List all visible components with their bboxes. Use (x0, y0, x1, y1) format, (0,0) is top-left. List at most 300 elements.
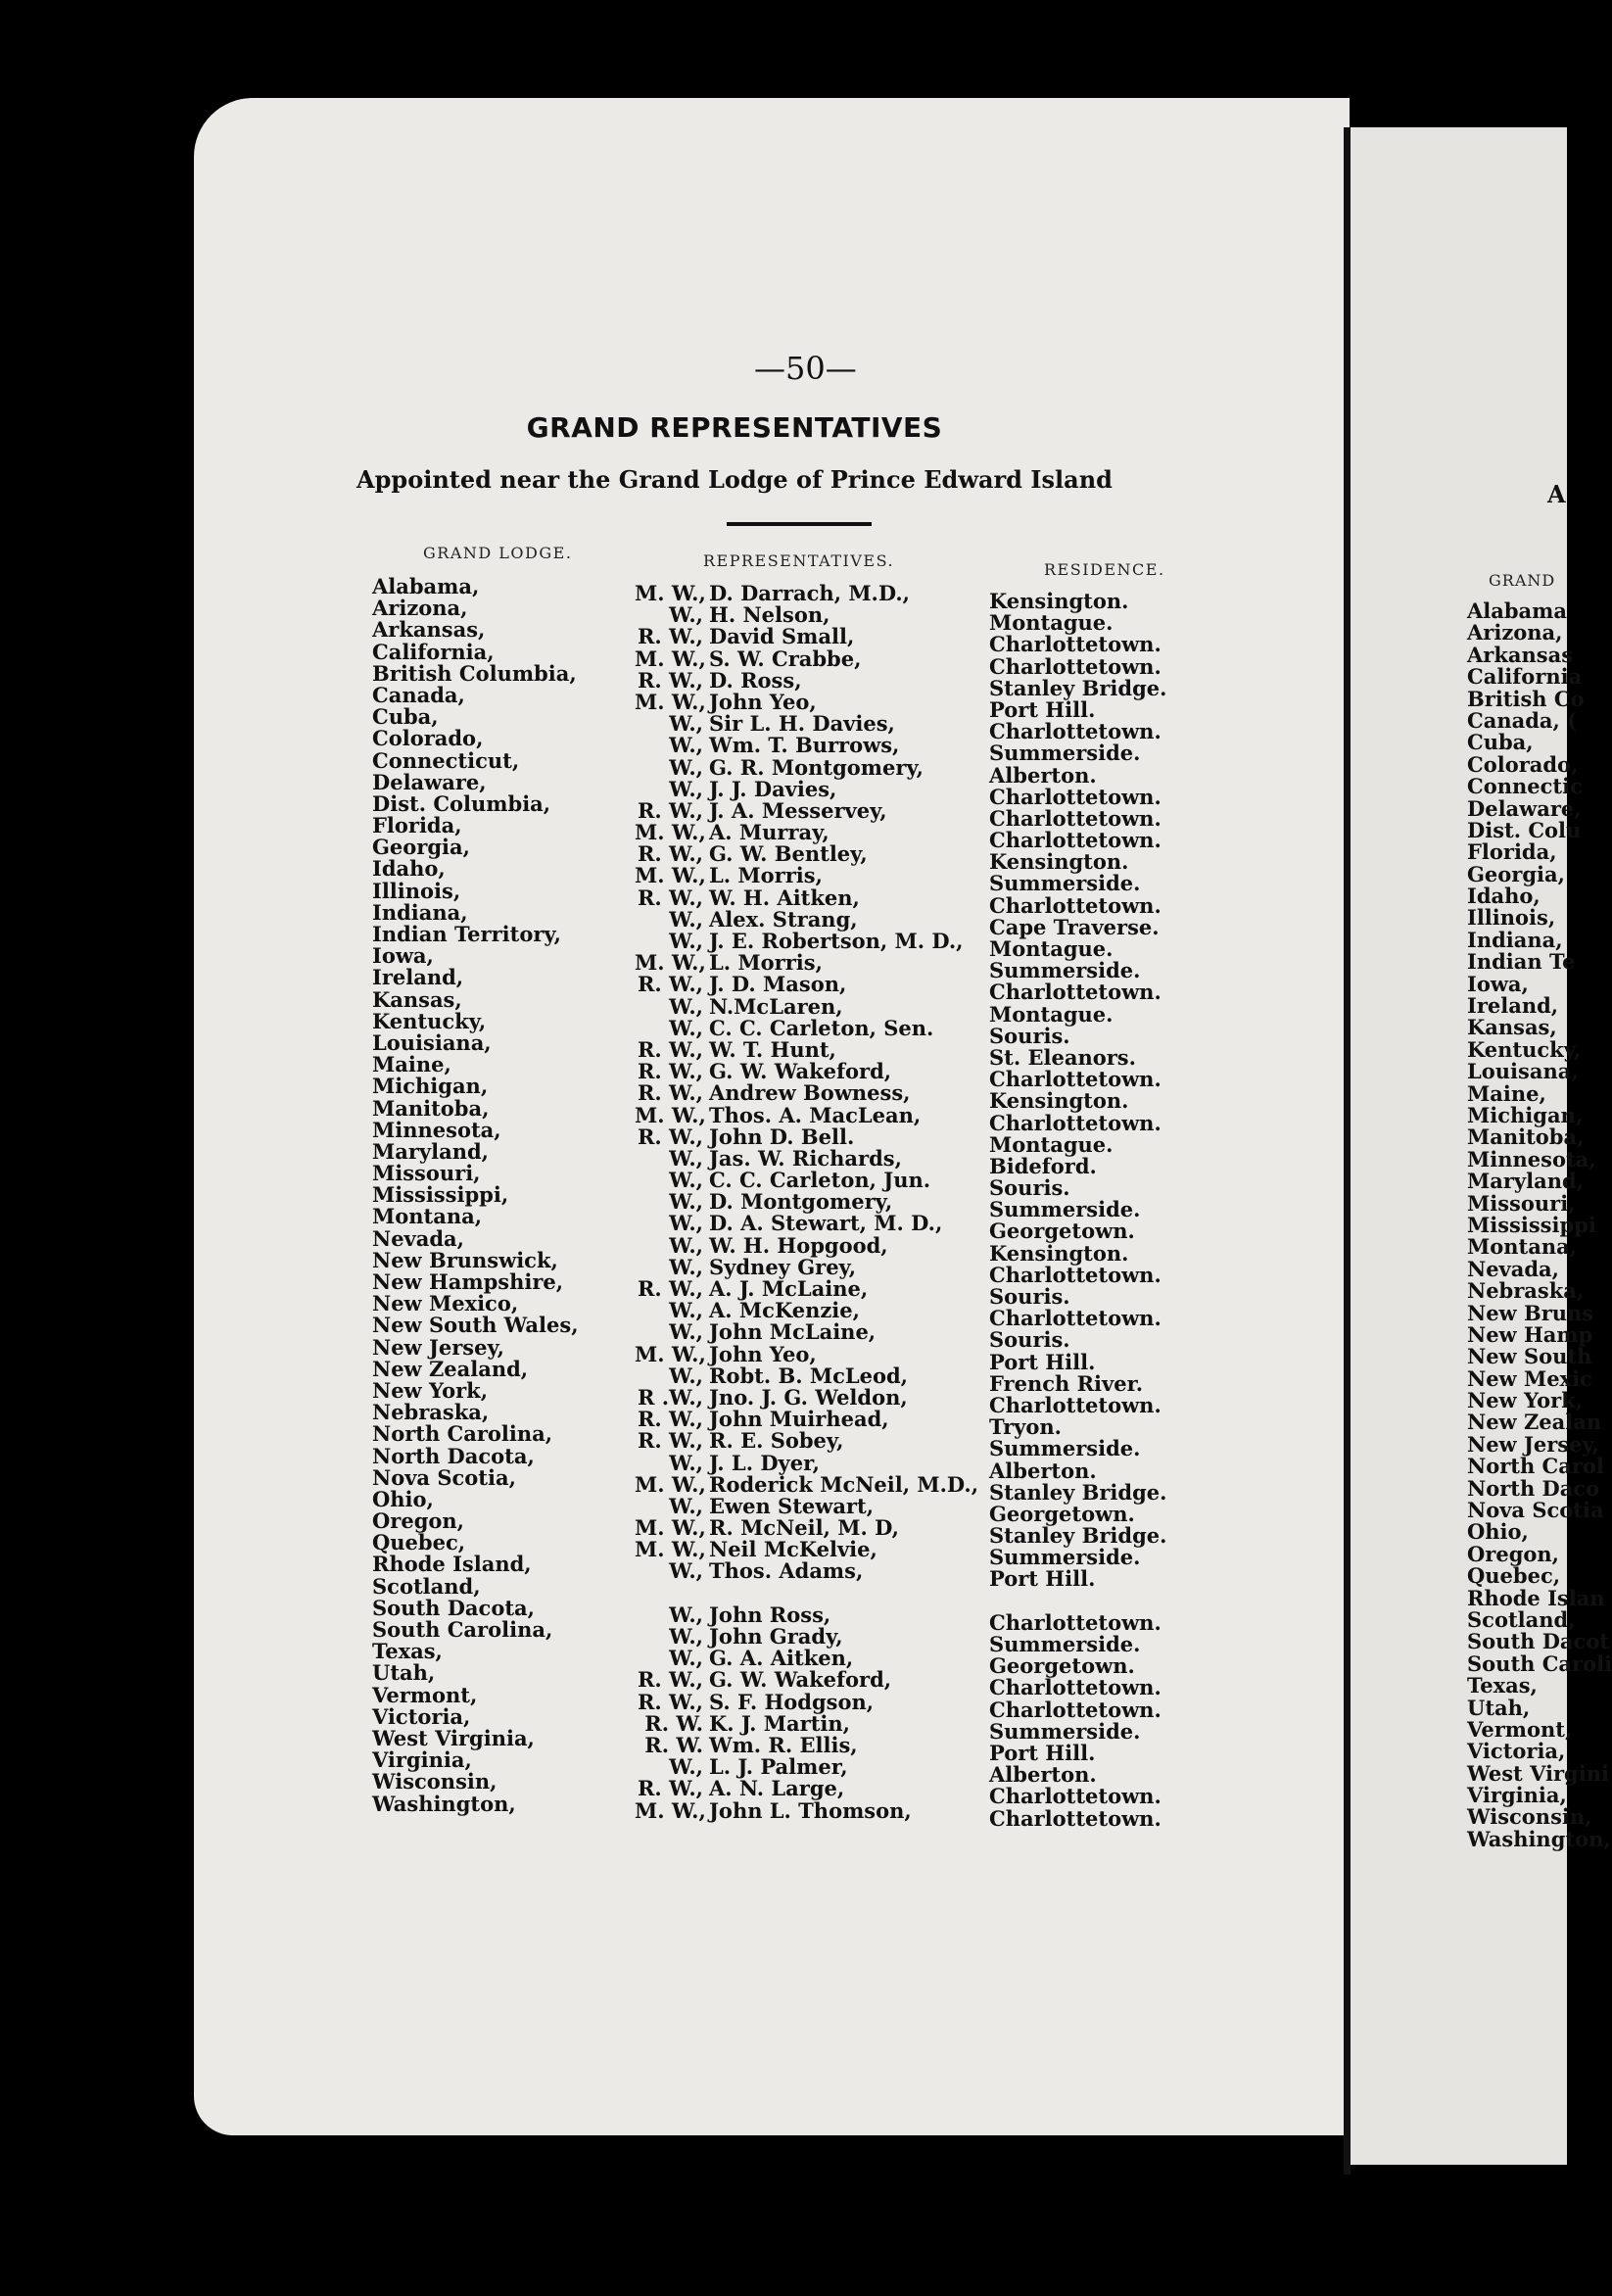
representative-item (635, 1560, 978, 1582)
right-page-lodge-item: California (1467, 664, 1583, 690)
representative-name: S. W. Crabbe, (709, 646, 862, 671)
right-page-lodge-item: New Hamp (1467, 1321, 1593, 1347)
residence-item: Souris. (989, 1175, 1070, 1201)
lodge-item: Arizona, (372, 596, 468, 621)
residence-item: Montague. (989, 610, 1114, 636)
residence-item: Charlottetown. (989, 1262, 1162, 1287)
representative-title: W., (669, 1319, 703, 1345)
representative-item (635, 735, 978, 756)
representative-item (635, 1213, 978, 1234)
representative-item (635, 1384, 978, 1410)
right-page-lodge-item: New Jersey, (1467, 1431, 1599, 1457)
right-page-lodge-item: Maryland, (1467, 1169, 1584, 1194)
representative-title: W., (669, 1189, 703, 1215)
right-page-lodge-item: Ireland, (1467, 993, 1559, 1019)
representative-item (635, 667, 978, 693)
right-page-lodge-item: Victoria, (1467, 1739, 1566, 1764)
representative-title: W., (669, 754, 703, 780)
lodge-item: Rhode Island, (372, 1552, 532, 1577)
representative-title: W., (669, 906, 703, 932)
right-page-lodge-item: Canada, ( (1467, 707, 1578, 733)
representative-title: R. W. (644, 1732, 703, 1757)
representative-item (635, 993, 978, 1019)
representative-title: R. W., (637, 1667, 703, 1693)
representative-item (635, 689, 978, 714)
lodge-item: Cuba, (372, 704, 439, 730)
residence-item: Charlottetown. (989, 653, 1162, 679)
representative-title: W., (669, 602, 703, 628)
lodge-item: South Carolina, (372, 1617, 553, 1642)
representative-title: M. W., (635, 581, 706, 605)
header-representatives: REPRESENTATIVES. (703, 551, 895, 570)
lodge-item: Manitoba, (372, 1095, 490, 1121)
residence-item: French River. (989, 1370, 1144, 1396)
representative-title: W., (669, 929, 703, 953)
representative-name: G. W. Wakeford, (709, 1667, 892, 1693)
representative-item (635, 1732, 978, 1757)
residence-item: Charlottetown. (989, 1110, 1162, 1135)
representative-name: D. A. Stewart, M. D., (709, 1211, 943, 1236)
lodge-item: Nevada, (372, 1225, 464, 1251)
representative-name: W. H. Aitken, (709, 885, 860, 910)
residence-item: Port Hill. (989, 1566, 1096, 1592)
residence-item: Stanley Bridge. (989, 1479, 1167, 1505)
representative-name: W. H. Hopgood, (709, 1232, 888, 1258)
representative-name: David Small, (709, 624, 855, 649)
right-page-lodge-item: Texas, (1467, 1673, 1538, 1698)
right-page-lodge-item: Kansas, (1467, 1015, 1557, 1040)
lodge-item: Utah, (372, 1660, 436, 1686)
page-fold-line (1344, 127, 1351, 2175)
representative-title: R. W., (637, 1036, 703, 1062)
representatives-list (635, 583, 978, 1822)
representative-item (635, 1145, 978, 1171)
lodge-item: Iowa, (372, 943, 434, 969)
residence-item: Charlottetown. (989, 632, 1162, 657)
representative-name: D. Ross, (709, 667, 802, 693)
representative-name: A. Murray, (709, 820, 830, 845)
residence-item: Charlottetown. (989, 892, 1162, 918)
lodge-item: Arkansas, (372, 617, 486, 643)
representative-title: R. W. (644, 1710, 703, 1736)
representative-item (635, 1341, 978, 1366)
representative-title: R. W., (637, 667, 703, 693)
representative-title: W., (669, 1493, 703, 1518)
lodge-item: British Columbia, (372, 660, 577, 686)
lodge-item: New Zealand, (372, 1356, 529, 1381)
representative-name: John McLaine, (709, 1319, 877, 1345)
right-page-lodge-item: Ohio, (1467, 1519, 1529, 1545)
lodge-item: Texas, (372, 1639, 443, 1664)
representative-title: R. W., (637, 1080, 703, 1106)
representative-name: W. T. Hunt, (709, 1036, 836, 1062)
representative-item (635, 906, 978, 932)
representative-name: Sydney Grey, (709, 1254, 857, 1279)
residence-list (989, 591, 1166, 1830)
representative-item (635, 1278, 978, 1300)
lodge-item: Mississippi, (372, 1182, 509, 1208)
right-page-lodge-item: Cuba, (1467, 730, 1534, 755)
right-page-lodge-item: Kentucky, (1467, 1036, 1582, 1062)
right-page-lodge-item: Quebec, (1467, 1563, 1561, 1589)
representative-title: R. W., (637, 841, 703, 867)
representative-item (635, 1015, 978, 1040)
representative-item (635, 1254, 978, 1279)
representative-name: John Muirhead, (709, 1407, 889, 1432)
lodge-item: Vermont, (372, 1682, 478, 1707)
representative-item (635, 1102, 978, 1127)
residence-item: Souris. (989, 1327, 1070, 1353)
representative-item (635, 1170, 978, 1191)
representative-item (635, 843, 978, 865)
representative-item (635, 1430, 978, 1452)
lodge-item: Indiana, (372, 899, 468, 925)
representative-name: G. A. Aitken, (709, 1646, 854, 1671)
right-page-lodge-item: New York, (1467, 1388, 1584, 1413)
representative-title: M. W., (635, 863, 706, 888)
right-page-heading-letter: A (1547, 480, 1566, 508)
representative-name: Jno. J. G. Weldon, (709, 1384, 908, 1410)
lodge-item: Canada, (372, 682, 465, 707)
residence-item: Port Hill. (989, 1349, 1096, 1374)
representative-title: W., (669, 1145, 703, 1171)
right-page-lodge-list (1467, 600, 1612, 1850)
right-page-lodge-item: Alabama (1467, 598, 1567, 623)
representative-title: R. W., (637, 885, 703, 910)
residence-item: Stanley Bridge. (989, 675, 1167, 700)
right-page-header: GRAND (1489, 571, 1556, 590)
right-page-lodge-item: North Daco (1467, 1475, 1600, 1501)
residence-item: Charlottetown. (989, 828, 1162, 853)
residence-item: Port Hill. (989, 1740, 1096, 1765)
lodge-item: New York, (372, 1377, 489, 1403)
representative-item (635, 1471, 978, 1497)
representative-title: R. W., (637, 1689, 703, 1714)
lodge-item: Maine, (372, 1052, 451, 1077)
lodge-item: Quebec, (372, 1530, 466, 1555)
lodge-item: Michigan, (372, 1074, 489, 1099)
representative-item (635, 1689, 978, 1714)
right-page-lodge-item: Minnesota, (1467, 1146, 1596, 1172)
right-page-lodge-item: Connectic (1467, 774, 1583, 799)
representative-title: W., (669, 1168, 703, 1193)
representative-item (635, 1539, 978, 1560)
right-page-lodge-item: Nebraska, (1467, 1278, 1585, 1304)
lodge-item: New Jersey, (372, 1334, 504, 1360)
representative-name: N.McLaren, (709, 993, 843, 1019)
residence-item: Charlottetown. (989, 805, 1162, 831)
residence-item: Bideford. (989, 1153, 1097, 1178)
residence-item: Charlottetown. (989, 1697, 1162, 1722)
representative-title: M. W., (635, 1537, 706, 1562)
residence-item: Souris. (989, 1284, 1070, 1309)
right-page-lodge-item: Oregon, (1467, 1541, 1559, 1566)
residence-item: Charlottetown. (989, 980, 1162, 1005)
representative-name: A. McKenzie, (709, 1298, 860, 1323)
representative-item (635, 865, 978, 886)
residence-item: Charlottetown. (989, 1609, 1162, 1635)
representative-title: R. W., (637, 797, 703, 823)
representative-item (635, 974, 978, 995)
representative-name: C. C. Carleton, Sen. (709, 1015, 934, 1040)
residence-item: Georgetown. (989, 1653, 1135, 1679)
representative-item (635, 1450, 978, 1475)
right-page-lodge-item: Florida, (1467, 839, 1557, 865)
residence-item: Kensington. (989, 1240, 1129, 1266)
right-page-lodge-item: New Mexic (1467, 1365, 1592, 1391)
representative-name: Wm. R. Ellis, (709, 1732, 858, 1757)
representative-title: W., (669, 1298, 703, 1323)
representative-item (635, 1300, 978, 1321)
representative-title: W., (669, 1754, 703, 1780)
representative-item (635, 1321, 978, 1343)
lodge-item: Colorado, (372, 726, 484, 751)
representative-name: Jas. W. Richards, (709, 1145, 902, 1171)
lodge-item: Florida, (372, 813, 462, 838)
right-page-lodge-item: Arizona, (1467, 620, 1563, 646)
right-page-lodge-item: Scotland, (1467, 1606, 1576, 1632)
residence-item: Montague. (989, 1131, 1114, 1157)
right-page-lodge-item: New South (1467, 1344, 1592, 1369)
representative-title: W., (669, 1602, 703, 1627)
right-page-lodge-item: Georgia, (1467, 861, 1565, 886)
representative-title: W., (669, 1211, 703, 1236)
representative-item (635, 1126, 978, 1148)
lodge-item: Connecticut, (372, 747, 520, 773)
representative-name: Thos. A. MacLean, (709, 1102, 922, 1127)
representative-title: W., (669, 776, 703, 801)
right-page-lodge-item: British Co (1467, 686, 1585, 711)
representative-title: R. W., (637, 1059, 703, 1084)
lodge-item: North Carolina, (372, 1421, 553, 1447)
representative-name: Roderick McNeil, M.D., (709, 1471, 978, 1497)
page-title: GRAND REPRESENTATIVES (526, 411, 943, 444)
representative-item (635, 604, 978, 626)
representative-name: D. Montgomery, (709, 1189, 893, 1215)
residence-item: Port Hill. (989, 696, 1096, 722)
representative-name: J. E. Robertson, M. D., (709, 929, 964, 953)
representative-name: John Ross, (709, 1602, 831, 1627)
lodge-item: Kansas, (372, 986, 462, 1012)
lodge-item: Indian Territory, (372, 922, 561, 946)
representative-title: R .W., (637, 1384, 703, 1410)
representative-title: W., (669, 1558, 703, 1584)
residence-item: Charlottetown. (989, 1784, 1162, 1809)
lodge-item: Scotland, (372, 1573, 481, 1599)
right-page-lodge-item: Montana, (1467, 1234, 1578, 1260)
representative-name: John Yeo, (709, 1341, 817, 1366)
representative-name: L. Morris, (709, 863, 823, 888)
right-page-lodge-item: Illinois, (1467, 905, 1556, 931)
right-page-lodge-item: New Zealan (1467, 1410, 1602, 1435)
representative-title: R. W., (637, 1276, 703, 1301)
right-page-lodge-item: Michigan, (1467, 1102, 1584, 1127)
representative-item (635, 1797, 978, 1823)
lodge-item: Idaho, (372, 856, 446, 882)
representative-name: G. W. Bentley, (709, 841, 868, 867)
residence-item: Souris. (989, 1023, 1070, 1048)
right-page-lodge-item: Vermont, (1467, 1716, 1573, 1742)
representative-title: M. W., (635, 689, 706, 714)
representative-title: M. W., (635, 1797, 706, 1823)
representative-name: Robt. B. McLeod, (709, 1363, 908, 1388)
lodge-item: Oregon, (372, 1508, 464, 1534)
representative-name: John D. Bell. (709, 1124, 855, 1149)
representative-item (635, 931, 978, 952)
representative-title: W., (669, 1015, 703, 1040)
residence-item: Alberton. (989, 1762, 1097, 1788)
representative-name: L. J. Palmer, (709, 1754, 848, 1780)
residence-item: Kensington. (989, 849, 1129, 875)
title-rule (727, 522, 872, 526)
representative-item (635, 713, 978, 735)
residence-item: Charlottetown. (989, 1675, 1162, 1700)
lodge-item: Maryland, (372, 1138, 489, 1164)
representative-name: D. Darrach, M.D., (709, 581, 910, 605)
residence-item: Stanley Bridge. (989, 1523, 1167, 1549)
representative-name: Alex. Strang, (709, 906, 858, 932)
lodge-item: New Hampshire, (372, 1269, 564, 1294)
representative-title: W., (669, 993, 703, 1019)
representative-title: R. W., (637, 1428, 703, 1454)
representative-title: W., (669, 1450, 703, 1475)
representative-item (635, 1191, 978, 1213)
lodge-item: Kentucky, (372, 1008, 487, 1033)
lodge-item: Louisiana, (372, 1029, 492, 1055)
representative-title: M. W., (635, 646, 706, 671)
lodge-item: South Dacota, (372, 1595, 535, 1620)
lodge-item: Missouri, (372, 1161, 481, 1186)
right-page-lodge-item: Utah, (1467, 1695, 1531, 1720)
lodge-item: Nebraska, (372, 1400, 490, 1425)
page-subtitle: Appointed near the Grand Lodge of Prince Edward Island (356, 465, 1113, 494)
right-page-lodge-item: Iowa, (1467, 971, 1529, 996)
residence-item: Summerside. (989, 1718, 1141, 1744)
representative-title: R. W., (637, 1124, 703, 1149)
lodge-item: Virginia, (372, 1747, 472, 1773)
right-page-lodge-item: Nova Scotia (1467, 1498, 1604, 1523)
lodge-item: Montana, (372, 1204, 483, 1229)
representative-name: J. D. Mason, (709, 972, 847, 997)
residence-item: Charlottetown. (989, 1306, 1162, 1331)
representative-title: M. W., (635, 820, 706, 845)
representative-item (635, 583, 978, 604)
representative-name: R. McNeil, M. D, (709, 1515, 899, 1541)
representative-item (635, 1365, 978, 1387)
representative-item (635, 1082, 978, 1104)
right-page-lodge-item: South Caroli (1467, 1650, 1612, 1676)
residence-item: Georgetown. (989, 1219, 1135, 1244)
lodge-item: Wisconsin, (372, 1769, 498, 1794)
right-page-lodge-item: North Carol (1467, 1454, 1604, 1479)
lodge-item: Illinois, (372, 878, 461, 903)
representative-name: J. A. Messervey, (709, 797, 887, 823)
residence-item: Cape Traverse. (989, 914, 1160, 939)
representative-name: John Yeo, (709, 689, 817, 714)
residence-item: Summerside. (989, 871, 1141, 896)
header-residence: RESIDENCE. (1044, 560, 1165, 579)
representative-item (635, 797, 978, 823)
lodge-item: Alabama, (372, 574, 480, 598)
lodge-item: Washington, (372, 1791, 516, 1816)
right-page-lodge-item: Colorado, (1467, 751, 1579, 777)
page-number: —50— (754, 350, 857, 387)
representative-item (635, 887, 978, 909)
representative-item (635, 952, 978, 974)
right-page-lodge-item: Idaho, (1467, 884, 1541, 909)
right-page-lodge-item: Indiana, (1467, 927, 1563, 952)
right-page-lodge-item: Virginia, (1467, 1783, 1567, 1808)
residence-item: Charlottetown. (989, 719, 1162, 744)
representative-name: A. J. McLaine, (709, 1276, 869, 1301)
representative-item (635, 1517, 978, 1539)
right-page-lodge-item: South Dacot (1467, 1629, 1610, 1654)
representative-name: G. R. Montgomery, (709, 754, 924, 780)
representative-item (635, 1669, 978, 1691)
right-page-lodge-item: Indian Te (1467, 949, 1576, 975)
right-page-lodge-item: Arkansas (1467, 642, 1574, 667)
representative-item (635, 1493, 978, 1518)
lodge-item: New Brunswick, (372, 1247, 558, 1272)
representative-title: R. W., (637, 972, 703, 997)
representative-item (635, 776, 978, 801)
residence-item: Summerside. (989, 1197, 1141, 1222)
grand-lodge-list (372, 576, 579, 1815)
right-page-lodge-item: Nevada, (1467, 1256, 1559, 1281)
lodge-item: Ohio, (372, 1486, 434, 1511)
representative-name: Ewen Stewart, (709, 1493, 875, 1518)
right-page-lodge-item: Mississippi (1467, 1212, 1596, 1237)
residence-item: Summerside. (989, 741, 1141, 766)
residence-item: Charlottetown. (989, 1805, 1162, 1831)
representative-item (635, 1409, 978, 1430)
lodge-item: Victoria, (372, 1703, 471, 1729)
representative-item (635, 1604, 978, 1626)
residence-item: Summerside. (989, 1632, 1141, 1656)
representative-title: M. W., (635, 1515, 706, 1541)
residence-item: Summerside. (989, 1436, 1141, 1461)
representative-name: G. W. Wakeford, (709, 1059, 892, 1084)
right-page-lodge-item: West Virgini (1467, 1760, 1609, 1786)
representative-item (635, 1232, 978, 1258)
representative-item (635, 1710, 978, 1736)
representative-title: M. W., (635, 950, 706, 976)
lodge-item: Delaware, (372, 769, 487, 794)
representative-item (635, 1778, 978, 1799)
representative-item (635, 648, 978, 670)
representative-name: John Grady, (709, 1624, 843, 1649)
representative-title: R. W., (637, 624, 703, 649)
residence-item: Charlottetown. (989, 1392, 1162, 1417)
lodge-item: Minnesota, (372, 1117, 501, 1142)
representative-title: W., (669, 711, 703, 737)
residence-item: St. Eleanors. (989, 1044, 1136, 1070)
representative-item (635, 626, 978, 647)
representative-title: M. W., (635, 1102, 706, 1127)
representative-name: S. F. Hodgson, (709, 1689, 875, 1714)
representative-item (635, 754, 978, 780)
lodge-item: North Dacota, (372, 1443, 535, 1468)
right-page-lodge-item: Dist. Colu (1467, 817, 1582, 842)
representative-title: W., (669, 1646, 703, 1671)
representative-name: Neil McKelvie, (709, 1537, 877, 1562)
lodge-item: West Virginia, (372, 1725, 535, 1750)
representative-name: H. Nelson, (709, 602, 830, 628)
right-page-lodge-item: Delaware, (1467, 795, 1582, 821)
representative-item (635, 1756, 978, 1778)
representative-title: R. W., (637, 1776, 703, 1801)
residence-item: Alberton. (989, 762, 1097, 788)
